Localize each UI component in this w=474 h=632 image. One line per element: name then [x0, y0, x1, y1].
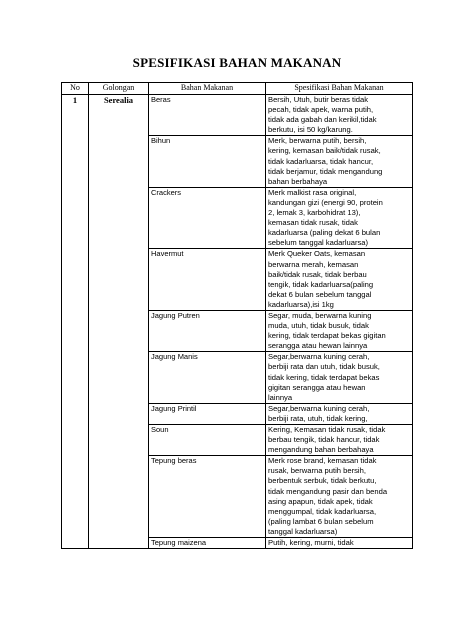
specification-line: asing apapun, tidak apek, tidak: [268, 496, 373, 506]
specification-line: 2, lemak 3, karbohidrat 13),: [268, 208, 361, 218]
specification-line: lainnya: [268, 392, 293, 402]
food-item-name: Crackers: [149, 187, 266, 249]
food-item-name: Jagung Printil: [149, 403, 266, 424]
specification-line: berbiji rata, utuh, tidak kering,: [268, 413, 368, 423]
specification-line: tidak kadarluarsa, tidak hancur,: [268, 156, 374, 166]
specification-line: Segar,berwarna kuning cerah,: [268, 352, 370, 362]
specification-line: Kering, Kemasan tidak rusak, tidak: [268, 425, 386, 434]
specification-line: berkutu, isi 50 kg/karung.: [268, 125, 353, 135]
specification-line: sebelum tanggal kadarluarsa): [268, 238, 369, 248]
specification-line: tanggal kadarluarsa): [268, 526, 338, 536]
food-item-name: Bihun: [149, 136, 266, 187]
specification-line: Putih, kering, murni, tidak: [268, 538, 354, 548]
specification-line: pecah, tidak apek, warna putih,: [268, 105, 374, 115]
specification-line: bahan berbahaya: [268, 176, 328, 186]
specification-line: baik/tidak rusak, tidak berbau: [268, 269, 367, 279]
food-item-specification: [266, 249, 413, 311]
specification-line: tidak berjamur, tidak mengandung: [268, 166, 383, 176]
food-item-name: Beras: [149, 95, 266, 136]
specification-line: kadarluarsa),isi 1kg: [268, 299, 334, 309]
specification-line: kemasan tidak rusak, tidak: [268, 218, 358, 228]
specification-line: Segar,berwarna kuning cerah,: [268, 403, 370, 413]
header-golongan: Golongan: [89, 83, 149, 95]
table-body: [62, 95, 413, 549]
specification-line: muda, utuh, tidak busuk, tidak: [268, 321, 369, 331]
specification-line: mengandung bahan berbahaya: [268, 445, 374, 455]
food-item-name: Jagung Putren: [149, 310, 266, 351]
specification-table: [61, 82, 413, 549]
specification-line: gigitan serangga atau hewan: [268, 382, 366, 392]
specification-line: (paling lambat 6 bulan sebelum: [268, 516, 374, 526]
specification-line: berbau tengik, tidak hancur, tidak: [268, 435, 380, 445]
specification-line: serangga atau hewan lainnya: [268, 341, 368, 351]
food-item-specification: [266, 352, 413, 403]
specification-line: Bersih, Utuh, butir beras tidak: [268, 95, 369, 104]
specification-line: tidak kering, tidak terdapat bekas: [268, 372, 380, 382]
group-number: 1: [62, 95, 89, 549]
specification-line: kering, tidak terdapat bekas gigitan: [268, 331, 386, 341]
table-row: [62, 95, 413, 136]
header-spesifikasi: Spesifikasi Bahan Makanan: [266, 83, 413, 95]
specification-line: kadarluarsa (paling dekat 6 bulan: [268, 228, 381, 238]
specification-line: kering, kemasan baik/tidak rusak,: [268, 146, 381, 156]
specification-line: dekat 6 bulan sebelum tanggal: [268, 289, 372, 299]
food-item-specification: [266, 403, 413, 424]
specification-line: menggumpal, tidak kadarluarsa,: [268, 506, 377, 516]
food-item-name: Tepung beras: [149, 456, 266, 538]
specification-line: berbentuk serbuk, tidak berkutu,: [268, 476, 377, 486]
specification-line: rusak, berwarna putih bersih,: [268, 466, 366, 476]
food-item-name: Jagung Manis: [149, 352, 266, 403]
specification-line: tidak mengandung pasir dan benda: [268, 486, 388, 496]
specification-line: Merk malkist rasa original,: [268, 187, 357, 197]
specification-line: Segar, muda, berwarna kuning: [268, 310, 372, 320]
specification-line: tengik, tidak kadarluarsa(paling: [268, 279, 374, 289]
group-name: Serealia: [89, 95, 149, 549]
food-item-specification: [266, 95, 413, 136]
table-header-row: [62, 83, 413, 95]
specification-line: Merk rose brand, kemasan tidak: [268, 456, 377, 466]
food-item-specification: [266, 310, 413, 351]
food-item-name: Soun: [149, 425, 266, 456]
specification-line: berbiji rata dan utuh, tidak busuk,: [268, 362, 380, 372]
food-item-specification: [266, 136, 413, 187]
specification-line: tidak ada gabah dan kerikil,tidak: [268, 115, 377, 125]
specification-line: kandungan gizi (energi 90, protein: [268, 197, 383, 207]
specification-line: Merk Queker Oats, kemasan: [268, 249, 366, 259]
food-item-specification: [266, 425, 413, 456]
food-item-specification: [266, 187, 413, 249]
food-item-name: Tepung maizena: [149, 538, 266, 549]
specification-line: berwarna merah, kemasan: [268, 259, 359, 269]
header-no: No: [62, 83, 89, 95]
food-item-name: Havermut: [149, 249, 266, 311]
food-item-specification: [266, 538, 413, 549]
specification-line: Merk, berwarna putih, bersih,: [268, 136, 367, 146]
page-title: SPESIFIKASI BAHAN MAKANAN: [132, 55, 342, 70]
food-item-specification: [266, 456, 413, 538]
header-bahan-makanan: Bahan Makanan: [149, 83, 266, 95]
